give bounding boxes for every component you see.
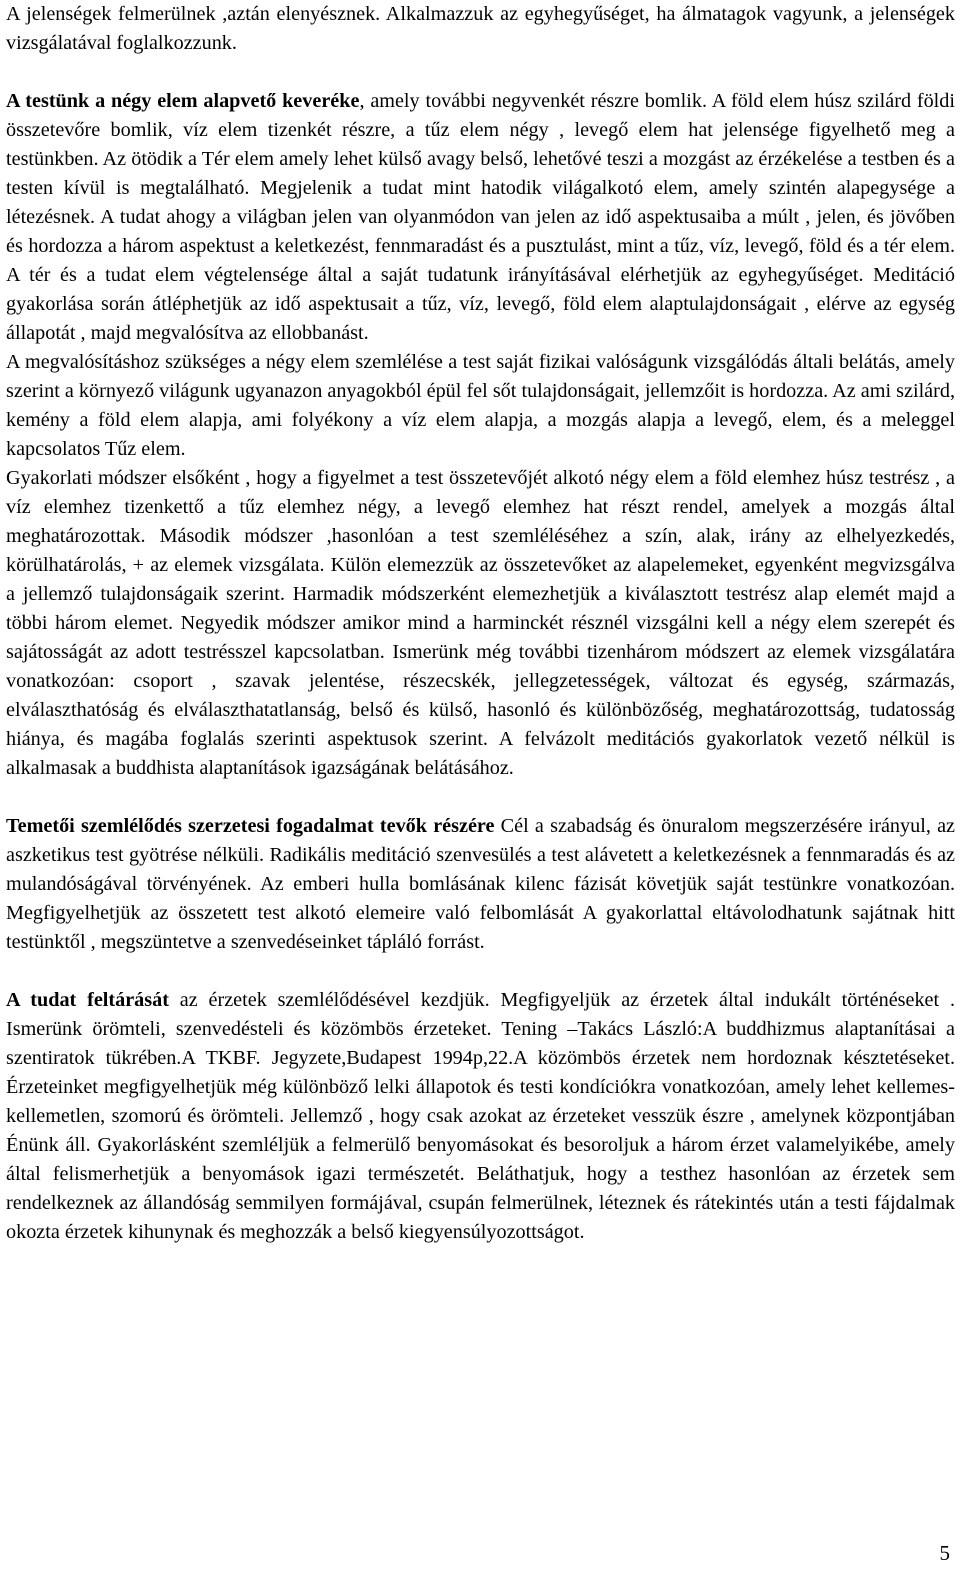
paragraph-cemetery-contemplation-text: Cél a szabadság és önuralom megszerzésére irányul, az aszketikus test gyötrése nélküli. Radikális meditáció szenvesülés a test alávetett a keletkezésnek a fennmaradás és az mulandóságával törvényének. Az emberi hulla bomlásának kilenc fázisát követjük saját testünkre vonatkozóan. Megfigyelhetjük az összetett test alkotó elemeire való felbomlását A gyakorlattal eltávolodhatunk sajátnak hitt testünktől , megszüntetve a szenvedéseinket tápláló forrást. [6,815,955,953]
paragraph-gap [6,783,955,812]
paragraph-realization-text: A megvalósításhoz szükséges a négy elem szemlélése a test saját fizikai valóságunk vizsgálódás általi belátás, amely szerint a környező világunk ugyanazon anyagokból épül fel sőt tulajdonságait, jellemzőit is hordozza. Az ami szilárd, kemény a föld elem alapja, ami folyékony a víz elem alapja, a mozgás alapja a levegő, elem, és a meleggel kapcsolatos Tűz elem. [6,351,955,460]
paragraph-intro-text: A jelenségek felmerülnek ,aztán elenyésznek. Alkalmazzuk az egyhegyűséget, ha álmatagok vagyunk, a jelenségek vizsgálatával foglalkozzunk. [6,3,955,54]
paragraph-four-elements [6,87,955,348]
paragraph-mind-exploration [6,986,955,1247]
paragraph-practical-methods [6,464,955,783]
paragraph-four-elements-text: , amely további negyvenkét részre bomlik. A föld elem húsz szilárd földi összetevőre bomlik, víz elem tizenkét részre, a tűz elem négy , levegő elem hat jelensége figyelhető meg a testünkben. Az ötödik a Tér elem amely lehet külső avagy belső, lehetővé teszi a mozgást az érzékelése a testben és a testen kívül is megtalálható. Megjelenik a tudat mint hatodik világalkotó elem, amely szintén alapegysége a létezésnek. A tudat ahogy a világban jelen van olyanmódon van jelen az idő aspektusaiba a múlt , jelen, és jövőben és hordozza a három aspektust a keletkezést, fennmaradást és a pusztulást, mint a tűz, víz, levegő, föld és a tér elem. A tér és a tudat elem végtelensége által a saját tudatunk irányításával elérhetjük az egyhegyűséget. Meditáció gyakorlása során átléphetjük az idő aspektusait a tűz, víz, levegő, föld elem alaptulajdonságait , elérve az egység állapotát , majd megvalósítva az ellobbanást. [6,90,955,344]
paragraph-mind-exploration-text: az érzetek szemlélődésével kezdjük. Megfigyeljük az érzetek által indukált történéseket . Ismerünk örömteli, szenvedésteli és közömbös érzeteket. Tening –Takács László:A buddhizmus alaptanításai a szentiratok tükrében.A TKBF. Jegyzete,Budapest 1994p,22.A közömbös érzetek nem hordoznak késztetéseket. Érzeteinket megfigyelhetjük még különböző lelki állapotok és testi kondíciókra vonatkozóan, amely lehet kellemes-kellemetlen, szomorú és örömteli. Jellemző , hogy csak azokat az érzeteket vesszük észre , amelynek központjában Énünk áll. Gyakorlásként szemléljük a felmerülő benyomásokat és besoroljuk a három érzet valamelyikébe, amely által felismerhetjük a benyomások igazi természetét. Beláthatjuk, hogy a testhez hasonlóan az érzetek sem rendelkeznek az állandóság semmilyen formájával, csupán felmerülnek, léteznek és rátekintés után a testi fájdalmak okozta érzetek kihunynak és meghozzák a belső kiegyensúlyozottságot. [6,989,955,1243]
paragraph-gap [6,58,955,87]
page-number: 5 [939,1541,950,1565]
paragraph-practical-methods-text: Gyakorlati módszer elsőként , hogy a figyelmet a test összetevőjét alkotó négy elem a föld elemhez húsz testrész , a víz elemhez tizenkettő a tűz elemhez négy, a levegő elemhez hat részt rendel, amelyek a mozgás által meghatározottak. Második módszer ,hasonlóan a test szemléléséhez a szín, alak, irány az elhelyezkedés, körülhatárolás, + az elemek vizsgálata. Külön elemezzük az összetevőket az alapelemeket, egyenként megvizsgálva a jellemző tulajdonságaik szerint. Harmadik módszerként elemezhetjük a kiválasztott testrész alap elemét majd a többi három elemet. Negyedik módszer amikor mind a harminckét résznél vizsgálni kell a négy elem szerepét és sajátosságát az adott testrésszel kapcsolatban. Ismerünk még további tizenhárom módszert az elemek vizsgálatára vonatkozóan: csoport , szavak jelentése, részecskék, jellegzetességek, változat és egység, származás, elválaszthatóság és elválaszthatatlanság, belső és külső, hasonló és különbözőség, meghatározottság, tudatosság hiánya, és magába foglalás szerinti aspektusok szerint. A felvázolt meditációs gyakorlatok vezető nélkül is alkalmasak a buddhista alaptanítások igazságának belátásához. [6,467,955,779]
paragraph-intro [6,0,955,58]
page-body [6,0,955,1247]
paragraph-realization [6,348,955,464]
paragraph-cemetery-contemplation-heading: Temetői szemlélődés szerzetesi fogadalmat tevők részére [6,815,495,837]
paragraph-gap [6,957,955,986]
paragraph-mind-exploration-heading: A tudat feltárását [6,989,169,1011]
paragraph-four-elements-heading: A testünk a négy elem alapvető keveréke [6,90,360,112]
paragraph-cemetery-contemplation [6,812,955,957]
